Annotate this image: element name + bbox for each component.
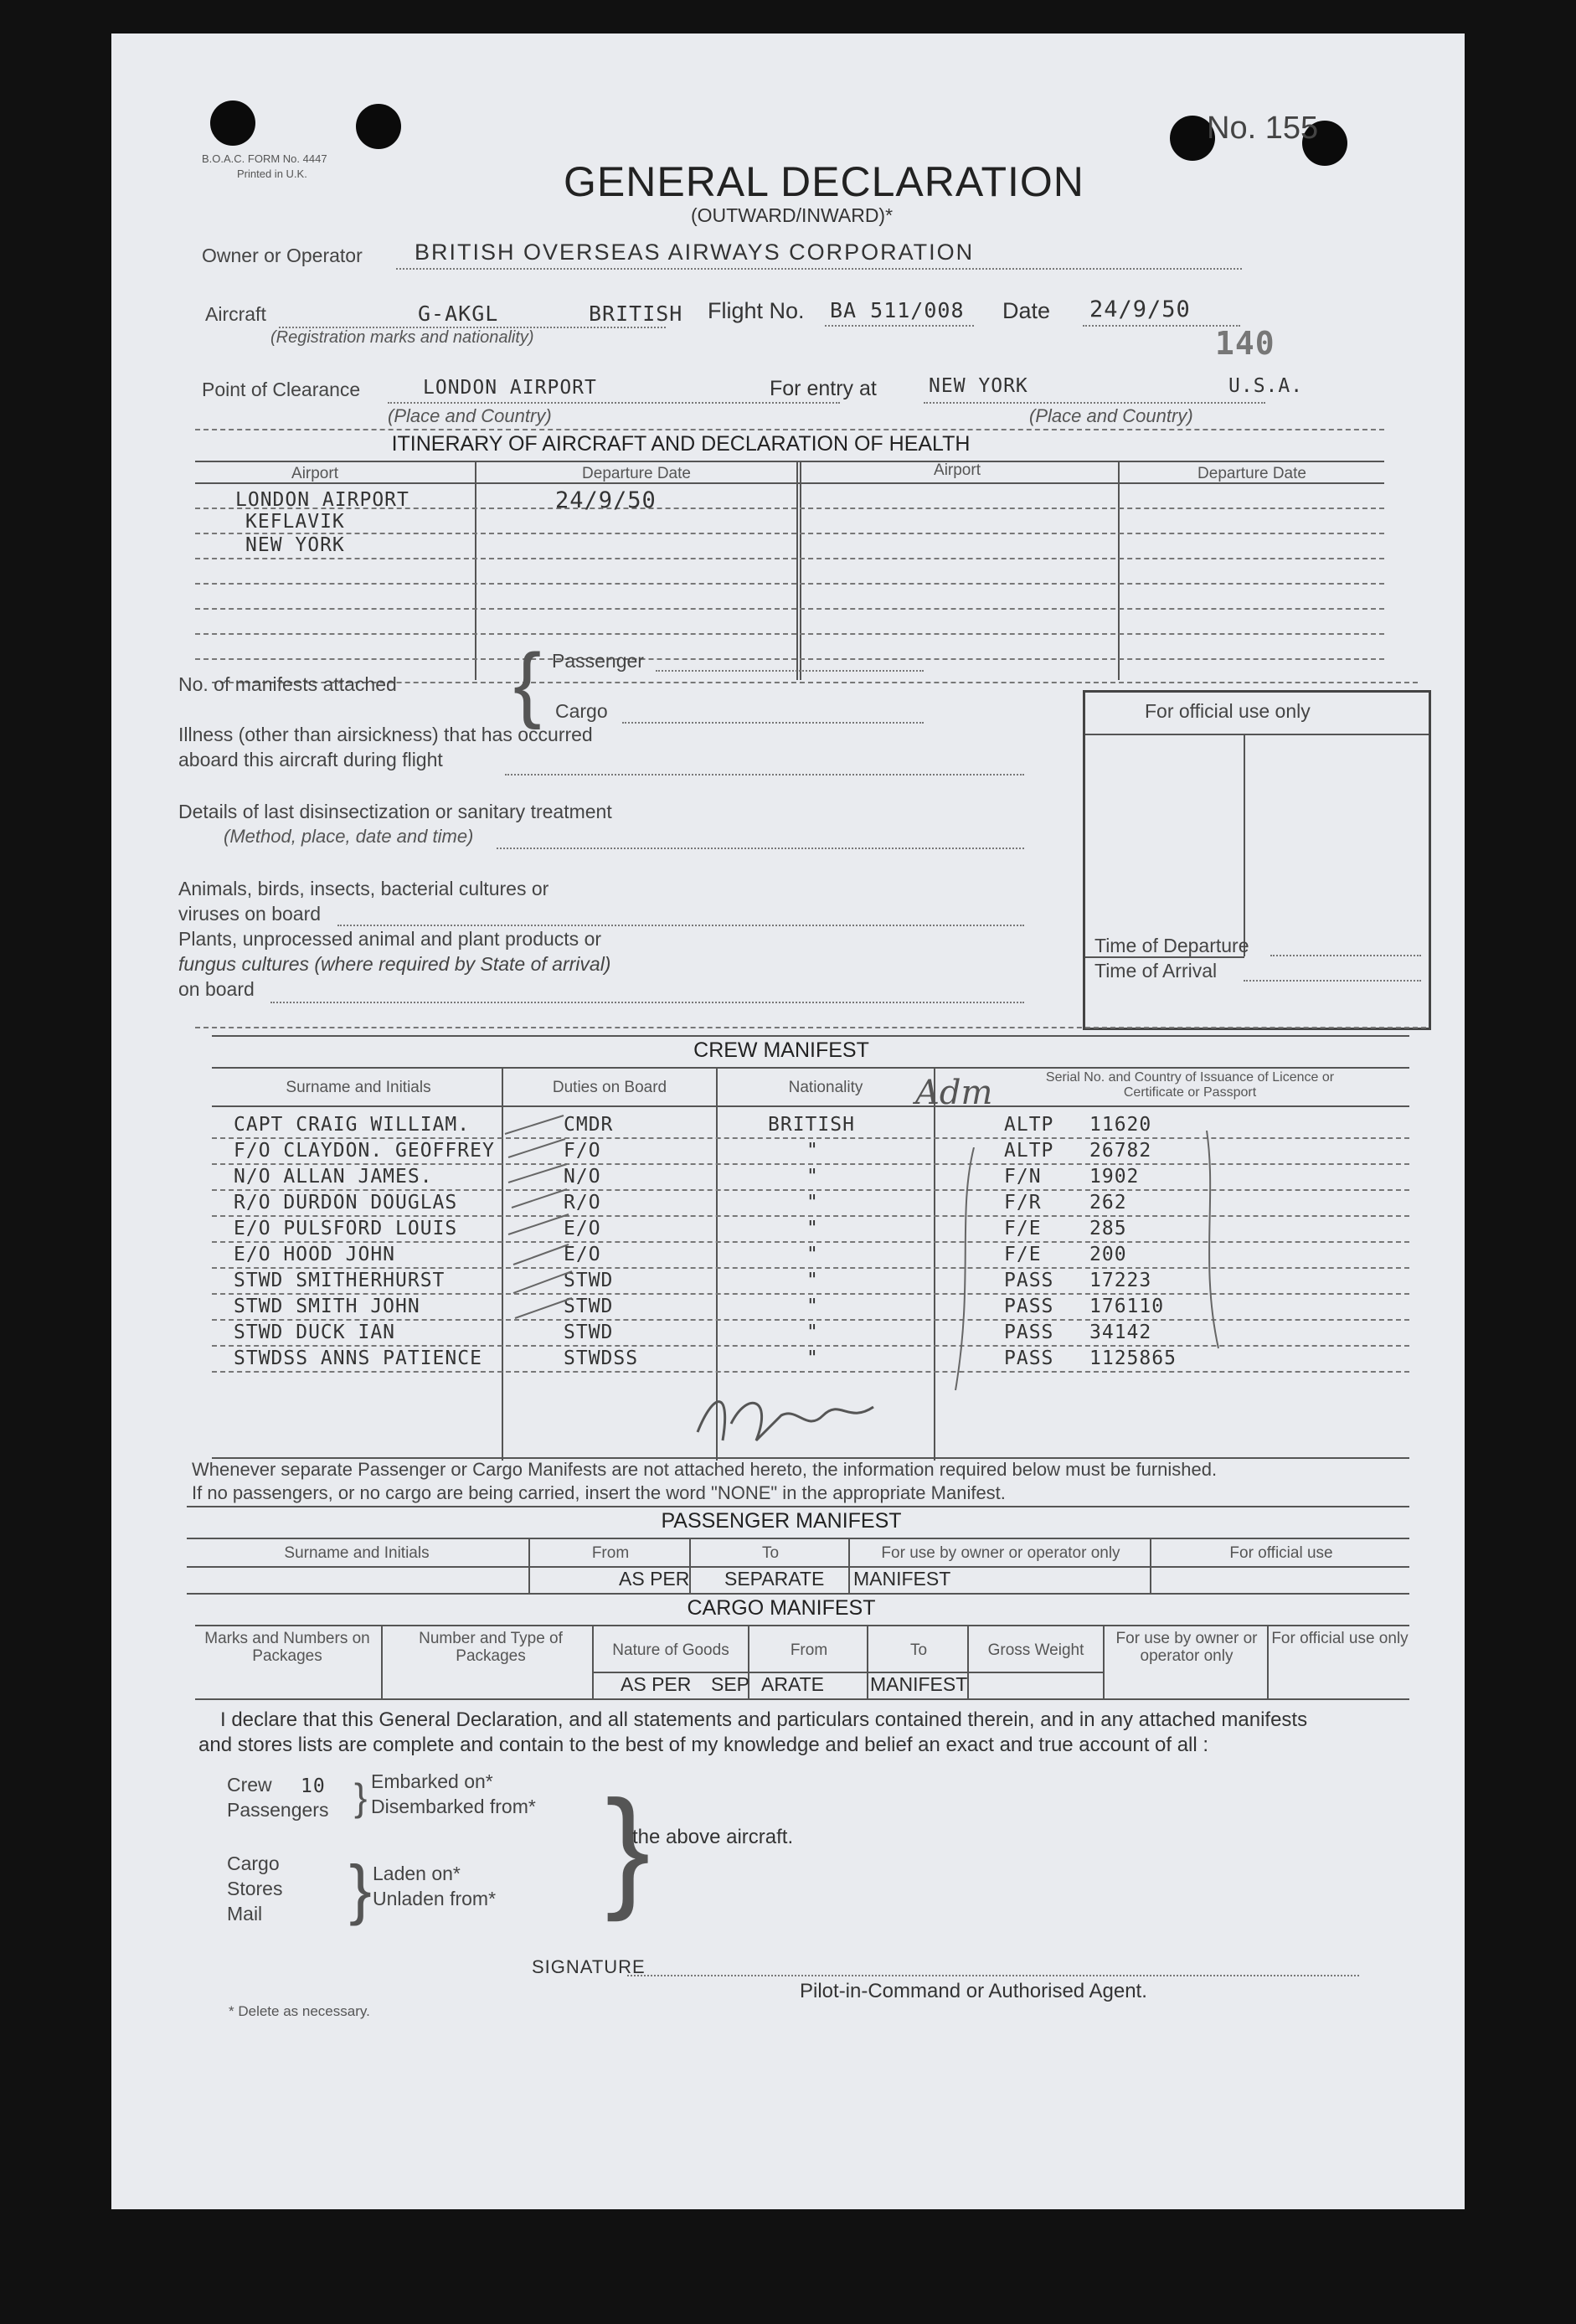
crew-licence-number: 262 — [1089, 1192, 1127, 1214]
flight-label: Flight No. — [708, 298, 805, 323]
crew-licence-type: F/R — [1004, 1192, 1042, 1214]
crew-licence-number: 176110 — [1089, 1296, 1165, 1317]
form-number: B.O.A.C. FORM No. 4447 — [202, 152, 327, 165]
date-label: Date — [1002, 298, 1051, 323]
crew-licence-number: 11620 — [1089, 1114, 1152, 1136]
passenger-value: AS PER — [619, 1568, 690, 1590]
crew-duty: R/O — [564, 1192, 601, 1214]
handwritten-initials: Adm — [915, 1074, 993, 1112]
crew-licence-number: 34142 — [1089, 1322, 1152, 1343]
crew-licence-type: ALTP — [1004, 1140, 1054, 1162]
crew-licence-number: 17223 — [1089, 1270, 1152, 1291]
crew-name: STWD SMITHERHURST — [234, 1270, 446, 1291]
operator-label: Owner or Operator — [202, 245, 363, 266]
crew-licence-number: 26782 — [1089, 1140, 1152, 1162]
crew-name: STWD SMITH JOHN — [234, 1296, 420, 1317]
crew-name: E/O HOOD JOHN — [234, 1244, 396, 1265]
manifests-cargo: Cargo — [555, 700, 608, 722]
itinerary-header-airport-2: Airport — [934, 461, 981, 479]
itinerary-header-date-2: Departure Date — [1197, 465, 1306, 482]
crew-name: R/O DURDON DOUGLAS — [234, 1192, 458, 1214]
aircraft-nationality: BRITISH — [589, 301, 683, 326]
disembarked-label: Disembarked from* — [371, 1796, 536, 1817]
stores-label: Stores — [227, 1878, 283, 1899]
page-title: GENERAL DECLARATION — [564, 158, 1084, 205]
itinerary-departure-date: 24/9/50 — [555, 487, 657, 513]
crew-header-name: Surname and Initials — [286, 1079, 431, 1096]
crew-nationality: " — [806, 1296, 819, 1317]
crew-nationality: " — [806, 1140, 819, 1162]
crew-duty: STWD — [564, 1270, 614, 1291]
cargo-header-official: For official use only — [1271, 1630, 1409, 1647]
cargo-header-to: To — [909, 1641, 928, 1659]
entry-label: For entry at — [770, 377, 877, 400]
handwritten-signature — [681, 1373, 907, 1457]
aircraft-reference: the above aircraft. — [632, 1826, 794, 1848]
cargo-value: SEP — [711, 1673, 750, 1695]
cargo-value: AS PER — [621, 1673, 692, 1695]
cargo-header-goods: Nature of Goods — [612, 1641, 729, 1659]
crew-duty: E/O — [564, 1218, 601, 1239]
footnote: * Delete as necessary. — [229, 2003, 370, 2019]
disinsect-note: (Method, place, date and time) — [224, 826, 474, 847]
flight-date: 24/9/50 — [1089, 296, 1191, 322]
entry-country: U.S.A. — [1228, 375, 1304, 397]
itinerary-header-date: Departure Date — [582, 465, 691, 482]
crew-name: CAPT CRAIG WILLIAM. — [234, 1114, 471, 1136]
crew-name: E/O PULSFORD LOUIS — [234, 1218, 458, 1239]
passenger-header-name: Surname and Initials — [284, 1544, 430, 1562]
laden-label: Laden on* — [373, 1863, 461, 1884]
plants-label-2: fungus cultures (where required by State of arrival) — [178, 953, 611, 975]
crew-header-nationality: Nationality — [788, 1079, 863, 1096]
cargo-header-marks: Marks and Numbers on Packages — [204, 1630, 370, 1665]
mail-label: Mail — [227, 1903, 263, 1925]
crew-nationality: " — [806, 1192, 819, 1214]
manifests-passenger: Passenger — [552, 650, 644, 672]
crew-licence-number: 1125865 — [1089, 1348, 1177, 1369]
crew-licence-number: 285 — [1089, 1218, 1127, 1239]
entry-line — [924, 402, 1265, 404]
crew-duty: STWD — [564, 1322, 614, 1343]
crew-nationality: " — [806, 1348, 819, 1369]
signature-label: SIGNATURE — [532, 1956, 646, 1977]
crew-nationality: " — [806, 1322, 819, 1343]
arrival-time-label: Time of Arrival — [1094, 960, 1218, 982]
passenger-value: MANIFEST — [853, 1568, 951, 1590]
crew-licence-type: PASS — [1004, 1296, 1054, 1317]
crew-licence-type: PASS — [1004, 1270, 1054, 1291]
entry-note: (Place and Country) — [1029, 405, 1193, 426]
clearance-value: LONDON AIRPORT — [423, 377, 597, 399]
crew-licence-number: 1902 — [1089, 1166, 1140, 1188]
itinerary-title: ITINERARY OF AIRCRAFT AND DECLARATION OF HEALTH — [391, 432, 971, 456]
crew-nationality: BRITISH — [768, 1114, 855, 1136]
crew-nationality: " — [806, 1166, 819, 1188]
crew-duty: STWD — [564, 1296, 614, 1317]
embarked-label: Embarked on* — [371, 1770, 493, 1792]
clearance-note: (Place and Country) — [388, 405, 552, 426]
crew-label: Crew — [227, 1774, 272, 1796]
passenger-header-operator: For use by owner or operator only — [881, 1544, 1120, 1562]
printed-note: Printed in U.K. — [237, 167, 307, 180]
crew-name: STWDSS ANNS PATIENCE — [234, 1348, 482, 1369]
passenger-value: SEPARATE — [724, 1568, 825, 1590]
plants-label-3: on board — [178, 978, 255, 1000]
bracket-mark — [1200, 1131, 1234, 1357]
itinerary-airport: KEFLAVIK — [245, 511, 345, 533]
entry-value: NEW YORK — [929, 375, 1028, 397]
page-subtitle: (OUTWARD/INWARD)* — [691, 204, 894, 226]
manifests-label: No. of manifests attached — [178, 673, 397, 695]
crew-duty: F/O — [564, 1140, 601, 1162]
crew-name: STWD DUCK IAN — [234, 1322, 396, 1343]
aircraft-registration: G-AKGL — [418, 301, 499, 326]
passenger-header-official: For official use — [1229, 1544, 1333, 1562]
punch-hole — [210, 100, 255, 146]
crew-duty: E/O — [564, 1244, 601, 1265]
operator-value: BRITISH OVERSEAS AIRWAYS CORPORATION — [415, 240, 975, 265]
passengers-label: Passengers — [227, 1799, 329, 1821]
brace: } — [354, 1775, 368, 1819]
cargo-header-operator: For use by owner or operator only — [1115, 1630, 1258, 1665]
crew-licence-type: ALTP — [1004, 1114, 1054, 1136]
page-number: No. 155 — [1207, 111, 1319, 146]
tick-marks — [488, 1100, 622, 1402]
crew-licence-type: PASS — [1004, 1348, 1054, 1369]
brace: } — [605, 1772, 651, 1922]
plants-label: Plants, unprocessed animal and plant products or — [178, 928, 602, 950]
declaration-line-1: I declare that this General Declaration, and all statements and particulars contained therein, and in any attached manifests — [220, 1708, 1308, 1731]
clearance-line — [388, 402, 840, 404]
crew-nationality: " — [806, 1270, 819, 1291]
animals-label-2: viruses on board — [178, 903, 322, 925]
official-use-title: For official use only — [1145, 700, 1311, 722]
crew-licence-number: 200 — [1089, 1244, 1127, 1265]
flight-number: BA 511/008 — [830, 298, 965, 322]
passenger-header-to: To — [761, 1544, 780, 1562]
cargo-header-from: From — [790, 1641, 828, 1659]
signature-field[interactable] — [627, 1975, 1359, 1976]
departure-time-label: Time of Departure — [1094, 935, 1249, 956]
cargo-header-weight: Gross Weight — [987, 1641, 1084, 1659]
table-row — [212, 1371, 1409, 1373]
crew-name: F/O CLAYDON. GEOFFREY — [234, 1140, 495, 1162]
unladen-label: Unladen from* — [373, 1888, 497, 1909]
crew-licence-type: F/E — [1004, 1218, 1042, 1239]
animals-label: Animals, birds, insects, bacterial cultures or — [178, 878, 549, 899]
operator-line — [396, 268, 1242, 270]
manifests-brace: { — [513, 636, 542, 730]
disinsect-label: Details of last disinsectization or sanitary treatment — [178, 801, 612, 822]
instruction-line-1: Whenever separate Passenger or Cargo Manifests are not attached hereto, the information required below must be furnished. — [192, 1459, 1218, 1480]
declaration-line-2: and stores lists are complete and contain to the best of my knowledge and belief an exact and true account of all : — [198, 1734, 1209, 1756]
stamp-number: 140 — [1215, 325, 1275, 362]
crew-licence-type: F/N — [1004, 1166, 1042, 1188]
crew-nationality: " — [806, 1218, 819, 1239]
agent-label: Pilot-in-Command or Authorised Agent. — [800, 1980, 1147, 2002]
aircraft-note: (Registration marks and nationality) — [270, 328, 534, 347]
crew-duty: N/O — [564, 1166, 601, 1188]
punch-hole — [356, 104, 401, 149]
itinerary-airport: NEW YORK — [245, 534, 345, 556]
flight-line — [825, 325, 974, 327]
itinerary-airport: LONDON AIRPORT — [235, 489, 409, 511]
crew-count: 10 — [301, 1775, 326, 1797]
itinerary-header-airport: Airport — [291, 465, 338, 482]
date-line — [1083, 325, 1240, 327]
passenger-title: PASSENGER MANIFEST — [661, 1509, 902, 1533]
cargo-value: ARATE — [761, 1673, 824, 1695]
illness-label: Illness (other than airsickness) that has occurred — [178, 724, 593, 745]
declaration-form — [111, 33, 1465, 2209]
cargo-title: CARGO MANIFEST — [687, 1596, 876, 1620]
bracket-mark — [949, 1147, 982, 1399]
crew-header-duties: Duties on Board — [552, 1079, 667, 1096]
cargo-value: MANIFEST — [870, 1673, 968, 1695]
passenger-header-from: From — [591, 1544, 630, 1562]
crew-header-licence: Serial No. and Country of Issuance of Licence or Certificate or Passport — [1045, 1070, 1335, 1100]
crew-name: N/O ALLAN JAMES. — [234, 1166, 433, 1188]
crew-nationality: " — [806, 1244, 819, 1265]
cargo-header-packages: Number and Type of Packages — [419, 1630, 563, 1665]
crew-licence-type: PASS — [1004, 1322, 1054, 1343]
crew-title: CREW MANIFEST — [693, 1038, 869, 1062]
crew-licence-type: F/E — [1004, 1244, 1042, 1265]
crew-duty: STWDSS — [564, 1348, 639, 1369]
illness-label-2: aboard this aircraft during flight — [178, 749, 443, 770]
brace: } — [349, 1852, 372, 1926]
instruction-line-2: If no passengers, or no cargo are being carried, insert the word "NONE" in the appropriate Manifest. — [192, 1482, 1006, 1503]
aircraft-label: Aircraft — [205, 303, 266, 325]
cargo-label: Cargo — [227, 1853, 280, 1874]
clearance-label: Point of Clearance — [202, 379, 361, 400]
crew-duty: CMDR — [564, 1114, 614, 1136]
